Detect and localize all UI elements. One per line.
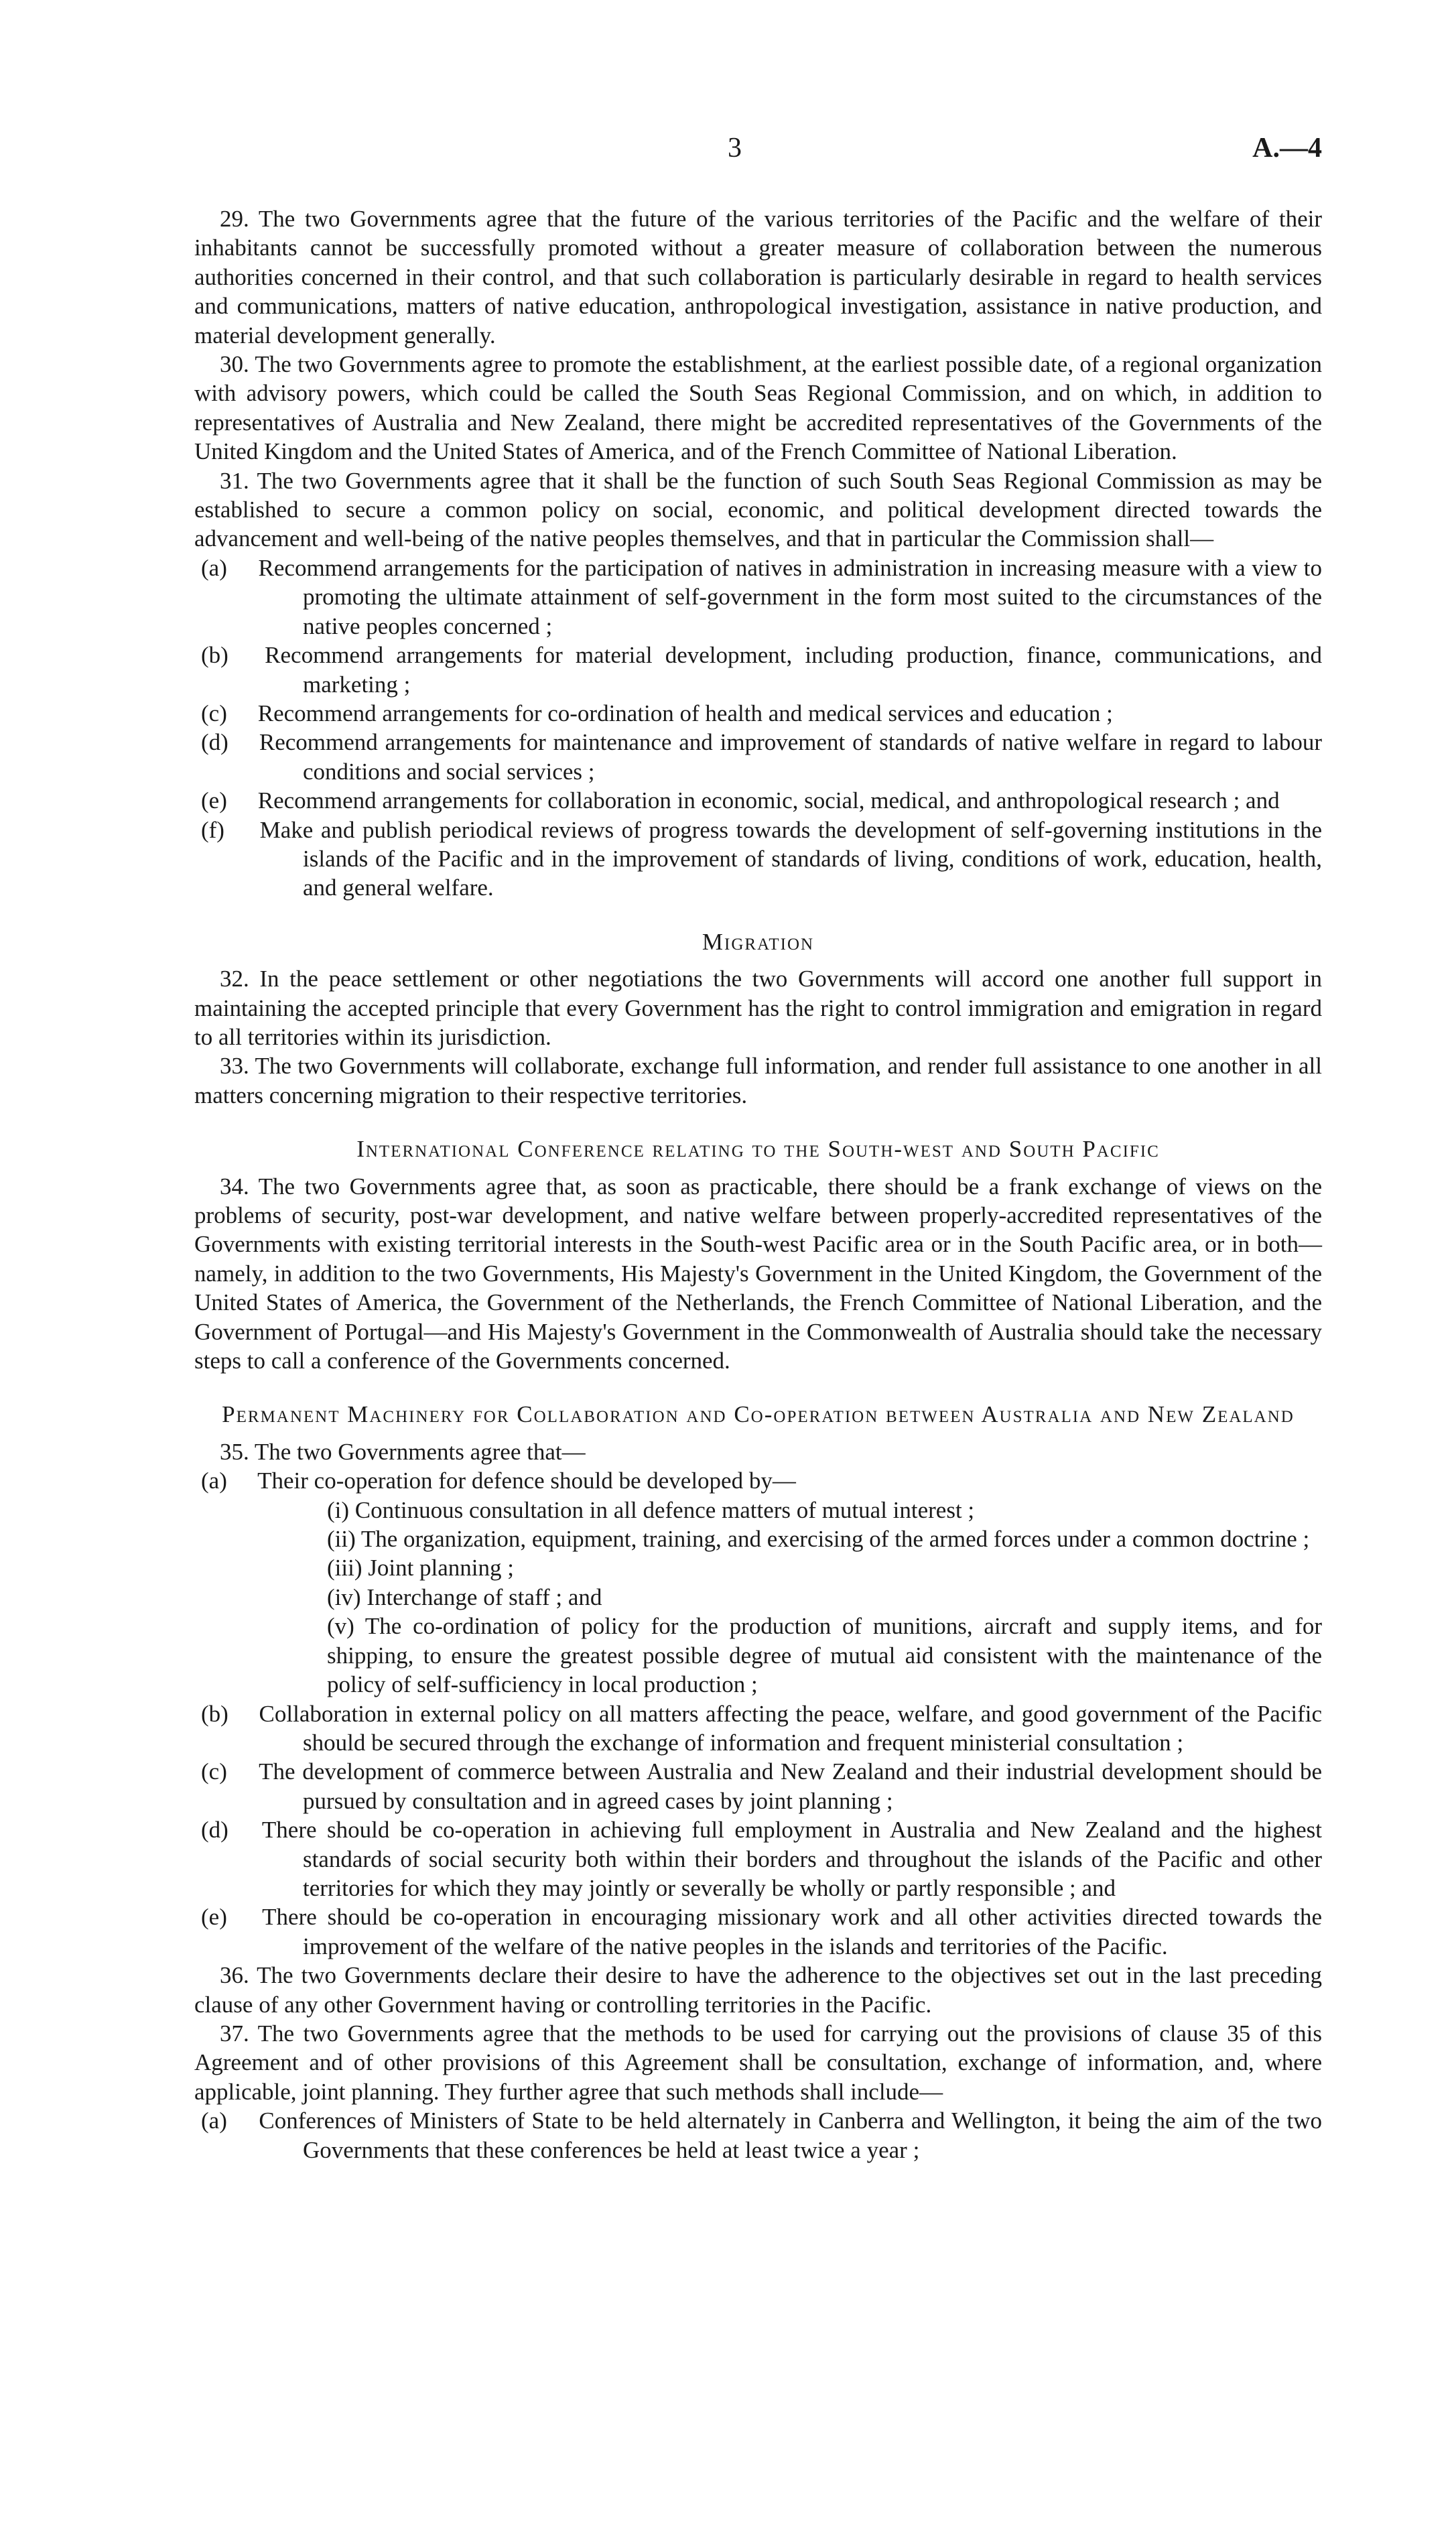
paragraph-35-sublist <box>194 1496 1322 1699</box>
section-heading-migration: Migration <box>702 928 815 955</box>
paragraph-31-list <box>194 554 1322 903</box>
paragraph-36: 36. The two Governments declare their desire to have the adherence to the objectives set out in the last preceding clause of any other Government having or controlling territories in the Pacific. <box>194 1962 1322 2018</box>
paragraph-37: 37. The two Governments agree that the methods to be used for carrying out the provisions of clause 35 of this Agreement and of other provisions of this Agreement shall be consultation, exchange of information, and, where applicable, joint planning. They further agree that such methods shall include— <box>194 2020 1322 2105</box>
section-heading-machinery: Permanent Machinery for Collaboration and Co-operation between Australia and New Zealand <box>222 1401 1295 1428</box>
sub-list-item: (v) The co-ordination of policy for the production of munitions, aircraft and supply items, and for shipping, to ensure the greatest possible degree of mutual aid consistent with the maintenance of the policy of self-sufficiency in local production ; <box>327 1613 1322 1698</box>
paragraph-30: 30. The two Governments agree to promote the establishment, at the earliest possible date, of a regional organization with advisory powers, which could be called the South Seas Regional Commission, and on which, in addition to representatives of Australia and New Zealand, there might be accredited representatives of the Governments of the United Kingdom and the United States of America, and of the French Committee of National Liberation. <box>194 351 1322 465</box>
page-header <box>0 134 1456 168</box>
list-item: (f) Make and publish periodical reviews of progress towards the development of self-governing institutions in the islands of the Pacific and in the improvement of standards of living, conditions of work, education, health, and general welfare. <box>201 816 1322 901</box>
list-item: (d) There should be co-operation in achieving full employment in Australia and New Zealand and the highest standards of social security both within their borders and throughout the islands of the Pacific and other territories for which they may jointly or severally be wholly or partly responsible ; and <box>201 1817 1322 1901</box>
list-item: (d) Recommend arrangements for maintenance and improvement of standards of native welfare in regard to labour conditions and social services ; <box>201 729 1322 785</box>
section-heading-conference: International Conference relating to the South-west and South Pacific <box>356 1136 1160 1163</box>
paragraph-32: 32. In the peace settlement or other negotiations the two Governments will accord one another full support in maintaining the accepted principle that every Government has the right to control immigration and emigration in regard to all territories within its jurisdiction. <box>194 966 1322 1050</box>
sub-list-item: (i) Continuous consultation in all defence matters of mutual interest ; <box>327 1496 975 1523</box>
list-item: (a) Their co-operation for defence should be developed by— <box>201 1468 796 1494</box>
document-code: A.—4 <box>1252 133 1322 164</box>
paragraph-34: 34. The two Governments agree that, as soon as practicable, there should be a frank exchange of views on the problems of security, post-war development, and native welfare between properly-accredited representatives of the Governments with existing territorial interests in the South-west Pacific area or in the South Pacific area, or in both—namely, in addition to the two Governments, His Majesty's Government in the United Kingdom, the Government of the United States of America, the Government of the Netherlands, the French Committee of National Liberation, and the Government of Portugal—and His Majesty's Government in the Commonwealth of Australia should take the necessary steps to call a conference of the Governments concerned. <box>194 1173 1322 1374</box>
list-item: (b) Recommend arrangements for material development, including production, finance, communications, and marketing ; <box>201 642 1323 698</box>
document-body <box>194 204 1322 2164</box>
page-number: 3 <box>728 133 742 164</box>
list-item: (a) Recommend arrangements for the participation of natives in administration in increasing measure with a view to promoting the ultimate attainment of self-government in the form most suited to the circumstances of the native peoples concerned ; <box>201 554 1322 639</box>
paragraph-31: 31. The two Governments agree that it shall be the function of such South Seas Regional Commission as may be established to secure a common policy on social, economic, and political development directed towards the advancement and well-being of the native peoples themselves, and that in particular the Commission shall— <box>194 467 1322 552</box>
list-item: (e) There should be co-operation in encouraging missionary work and all other activities directed towards the improvement of the welfare of the native peoples in the islands and territories of the Pacific. <box>201 1904 1322 1959</box>
paragraph-35: 35. The two Governments agree that— <box>220 1438 586 1465</box>
list-item: (b) Collaboration in external policy on all matters affecting the peace, welfare, and good government of the Pacific should be secured through the exchange of information and frequent ministerial consultation ; <box>201 1700 1323 1756</box>
list-item: (a) Conferences of Ministers of State to be held alternately in Canberra and Wellington, it being the aim of the two Governments that these conferences be held at least twice a year ; <box>201 2108 1322 2163</box>
list-item: (c) Recommend arrangements for co-ordination of health and medical services and education ; <box>201 700 1113 726</box>
sub-list-item: (iii) Joint planning ; <box>327 1555 515 1581</box>
paragraph-29: 29. The two Governments agree that the future of the various territories of the Pacific and the welfare of their inhabitants cannot be successfully promoted without a greater measure of collaboration between the numerous authorities concerned in their control, and that such collaboration is particularly desirable in regard to health services and communications, matters of native education, anthropological investigation, assistance in native production, and material development generally. <box>194 206 1322 348</box>
paragraph-33: 33. The two Governments will collaborate, exchange full information, and render full assistance to one another in all matters concerning migration to their respective territories. <box>194 1053 1322 1108</box>
list-item: (e) Recommend arrangements for collaboration in economic, social, medical, and anthropological research ; and <box>201 787 1280 814</box>
sub-list-item: (ii) The organization, equipment, training, and exercising of the armed forces under a common doctrine ; <box>327 1526 1310 1553</box>
list-item: (c) The development of commerce between Australia and New Zealand and their industrial development should be pursued by consultation and in agreed cases by joint planning ; <box>201 1758 1322 1814</box>
sub-list-item: (iv) Interchange of staff ; and <box>327 1583 602 1610</box>
